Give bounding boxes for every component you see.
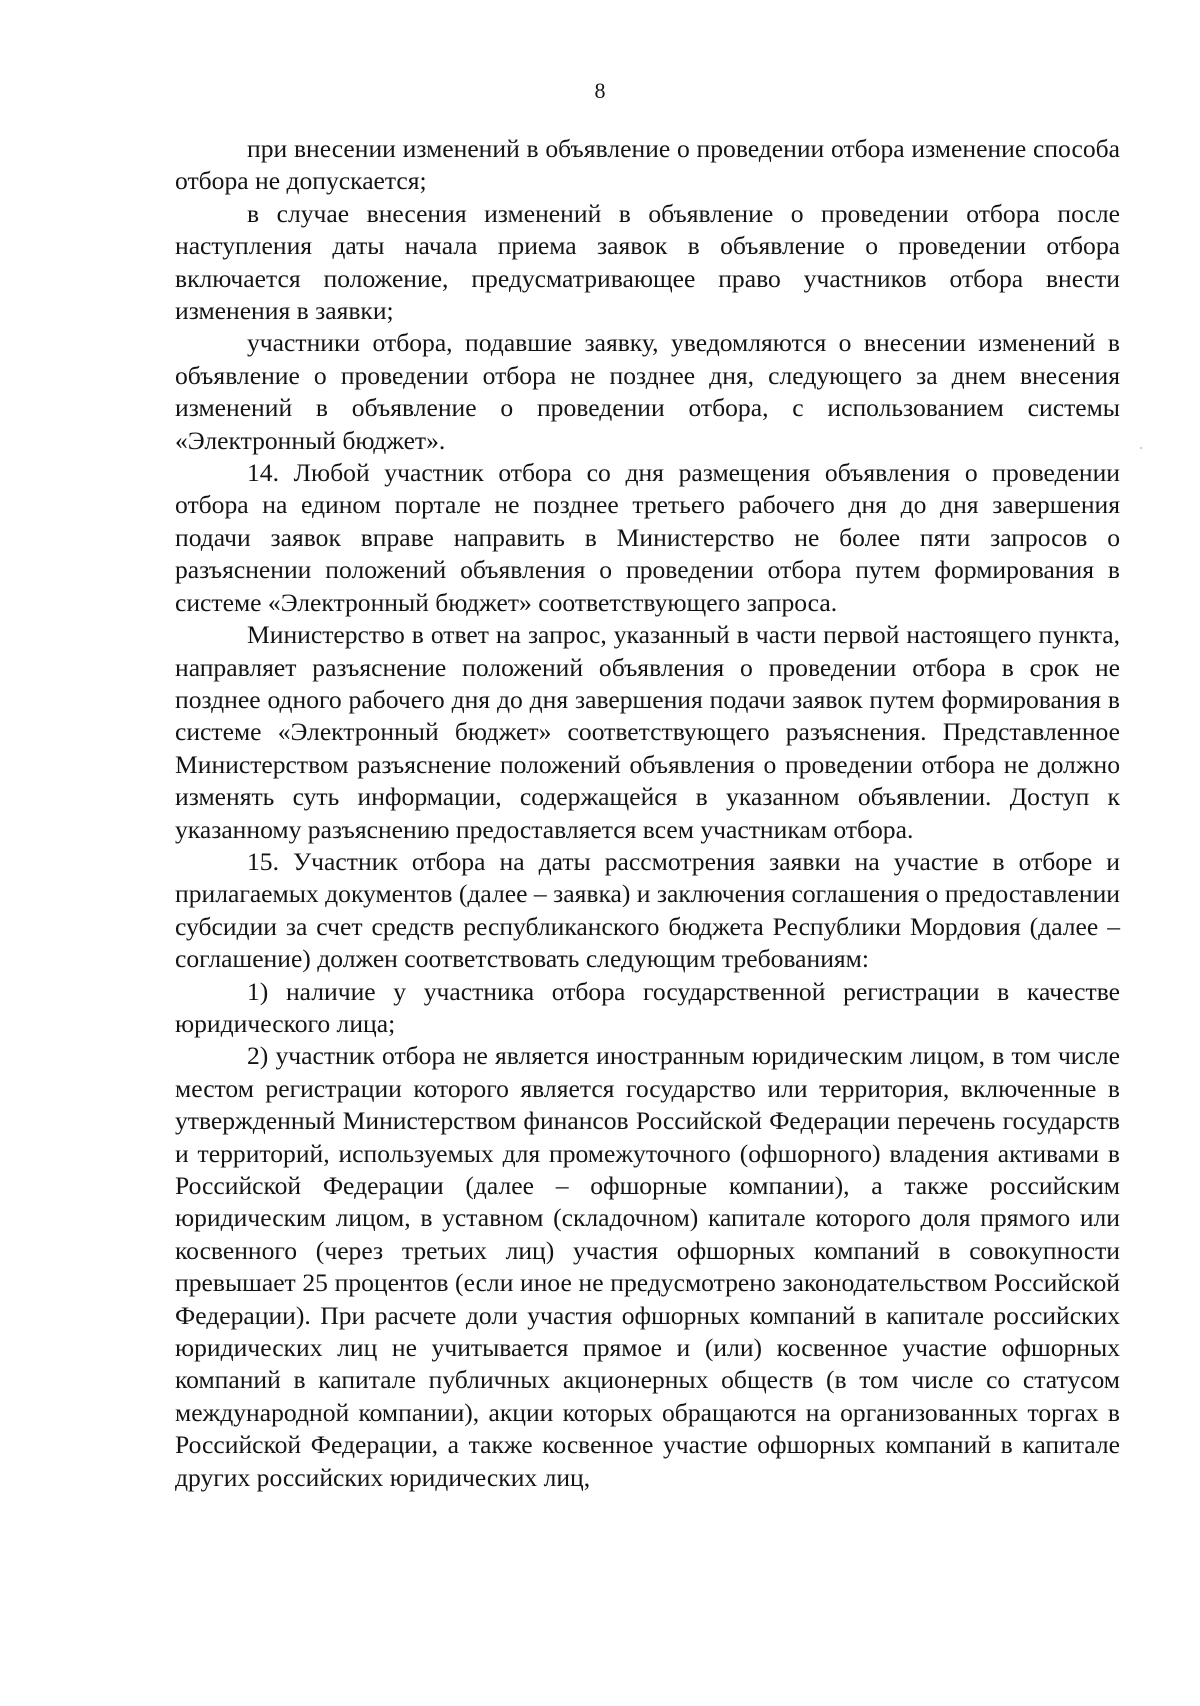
document-body (175, 133, 1120, 1494)
paragraph-ministry-response: Министерство в ответ на запрос, указанный в части первой настоящего пункта, направляет разъяснение положений объявления о проведении отбора в срок не позднее одного рабочего дня до дня завершения подачи заявок путем формирования в системе «Электронный бюджет» соответствующего разъяснения. Представленное Министерством разъяснение положений объявления о проведении отбора не должно изменять суть информации, содержащейся в указанном объявлении. Доступ к указанному разъяснению предоставляется всем участникам отбора. (175, 620, 1120, 844)
paragraph-15-participant-requirements: 15. Участник отбора на даты рассмотрения заявки на участие в отборе и прилагаемых документов (далее – заявка) и заключения соглашения о предоставлении субсидии за счет средств республиканского бюджета Республики Мордовия (далее – соглашение) должен соответствовать следующим требованиям: (175, 846, 1120, 974)
paragraph-changes-after-start-date: в случае внесения изменений в объявление о проведении отбора после наступления даты начала приема заявок в объявление о проведении отбора включается положение, предусматривающее право участников отбора внести изменения в заявки; (175, 198, 1120, 326)
page-number: 8 (594, 78, 606, 103)
paragraph-requirement-1: 1) наличие у участника отбора государственной регистрации в качестве юридического лица; (175, 976, 1120, 1038)
paragraph-14-clarification-requests: 14. Любой участник отбора со дня размещения объявления о проведении отбора на едином портале не позднее третьего рабочего дня до дня завершения подачи заявок вправе направить в Министерство не более пяти запросов о разъяснении положений объявления о проведении отбора путем формирования в системе «Электронный бюджет» соответствующего запроса. (175, 458, 1120, 617)
paragraph-requirement-2: 2) участник отбора не является иностранным юридическим лицом, в том числе местом регистрации которого является государство или территория, включенные в утвержденный Министерством финансов Российской Федерации перечень государств и территорий, используемых для промежуточного (офшорного) владения активами в Российской Федерации (далее – офшорные компании), а также российским юридическим лицом, в уставном (складочном) капитале которого доля прямого или косвенного (через третьих лиц) участия офшорных компаний в совокупности превышает 25 процентов (если иное не предусмотрено законодательством Российской Федерации). При расчете доли участия офшорных компаний в капитале российских юридических лиц не учитывается прямое и (или) косвенное участие офшорных компаний в капитале публичных акционерных обществ (в том числе со статусом международной компании), акции которых обращаются на организованных торгах в Российской Федерации, а также косвенное участие офшорных компаний в капитале других российских юридических лиц, (175, 1041, 1120, 1492)
paragraph-change-method-not-allowed: при внесении изменений в объявление о проведении отбора изменение способа отбора не допускается; (175, 134, 1120, 196)
paragraph-participants-notified: участники отбора, подавшие заявку, уведомляются о внесении изменений в объявление о проведении отбора не позднее дня, следующего за днем внесения изменений в объявление о проведении отбора, с использованием системы «Электронный бюджет». (175, 328, 1120, 455)
scan-speck (1140, 447, 1142, 449)
